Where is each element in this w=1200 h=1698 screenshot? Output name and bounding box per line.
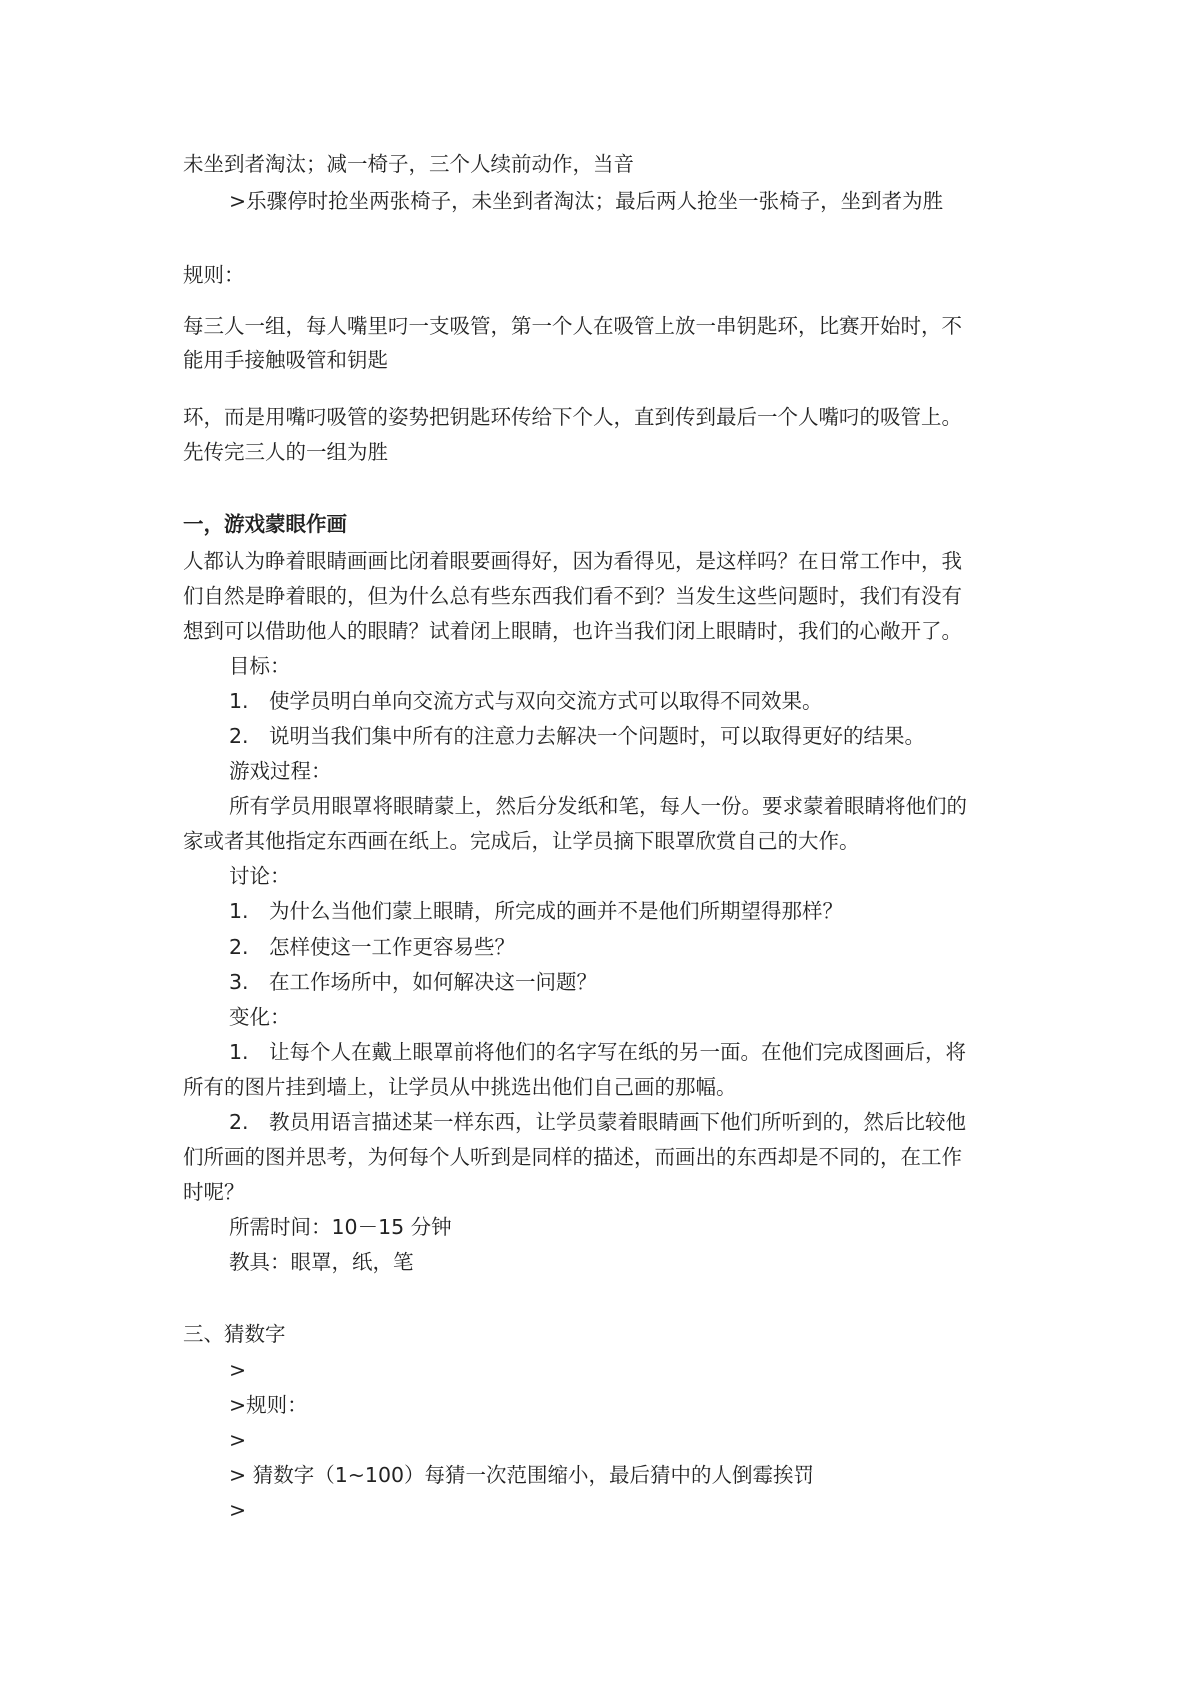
text-line: 先传完三人的一组为胜: [183, 440, 388, 464]
list-item: 2. 说明当我们集中所有的注意力去解决一个问题时，可以取得更好的结果。: [229, 724, 926, 748]
text-line: 们自然是睁着眼的，但为什么总有些东西我们看不到？当发生这些问题时，我们有没有: [183, 584, 962, 608]
text-line: >: [229, 1498, 247, 1522]
text-line: 所有的图片挂到墙上，让学员从中挑选出他们自己画的那幅。: [183, 1075, 737, 1099]
text-line: 人都认为睁着眼睛画画比闭着眼要画得好，因为看得见，是这样吗？在日常工作中，我: [183, 549, 962, 573]
text-line: 能用手接触吸管和钥匙: [183, 348, 388, 372]
rules-heading: 规则：: [183, 263, 245, 287]
text-line: 们所画的图并思考，为何每个人听到是同样的描述，而画出的东西却是不同的，在工作: [183, 1145, 962, 1169]
text-line: 想到可以借助他人的眼睛？试着闭上眼睛，也许当我们闭上眼睛时，我们的心敞开了。: [183, 619, 962, 643]
subheading: 目标：: [229, 654, 291, 678]
list-item: 1. 使学员明白单向交流方式与双向交流方式可以取得不同效果。: [229, 689, 823, 713]
section-heading: 一，游戏蒙眼作画: [183, 512, 347, 536]
subheading: 变化：: [229, 1005, 291, 1029]
list-item: 3. 在工作场所中，如何解决这一问题？: [229, 970, 598, 994]
text-line: 所有学员用眼罩将眼睛蒙上，然后分发纸和笔，每人一份。要求蒙着眼睛将他们的: [229, 794, 967, 818]
subheading: 游戏过程：: [229, 759, 332, 783]
text-line: 所需时间：10－15 分钟: [229, 1215, 452, 1239]
text-line: >: [229, 1358, 247, 1382]
list-item: 2. 教员用语言描述某一样东西，让学员蒙着眼睛画下他们所听到的，然后比较他: [229, 1110, 967, 1134]
text-line: 家或者其他指定东西画在纸上。完成后，让学员摘下眼罩欣赏自己的大作。: [183, 829, 860, 853]
section-heading: 三、猜数字: [183, 1322, 286, 1346]
list-item: 1. 为什么当他们蒙上眼睛，所完成的画并不是他们所期望得那样？: [229, 899, 844, 923]
text-line: 时呢？: [183, 1180, 245, 1204]
text-line: >: [229, 1428, 247, 1452]
list-item: 1. 让每个人在戴上眼罩前将他们的名字写在纸的另一面。在他们完成图画后，将: [229, 1040, 967, 1064]
text-line: 教具：眼罩，纸，笔: [229, 1250, 414, 1274]
text-line: 未坐到者淘汰；减一椅子，三个人续前动作，当音: [183, 152, 634, 176]
subheading: 讨论：: [229, 864, 291, 888]
text-line: > 猜数字（1~100）每猜一次范围缩小，最后猜中的人倒霉挨罚: [229, 1463, 815, 1487]
text-line: 每三人一组，每人嘴里叼一支吸管，第一个人在吸管上放一串钥匙环，比赛开始时，不: [183, 314, 962, 338]
text-line: >规则：: [229, 1393, 308, 1417]
text-line: 环，而是用嘴叼吸管的姿势把钥匙环传给下个人，直到传到最后一个人嘴叼的吸管上。: [183, 405, 962, 429]
text-line: >乐骤停时抢坐两张椅子，未坐到者淘汰；最后两人抢坐一张椅子，坐到者为胜: [229, 189, 944, 213]
list-item: 2. 怎样使这一工作更容易些？: [229, 935, 516, 959]
